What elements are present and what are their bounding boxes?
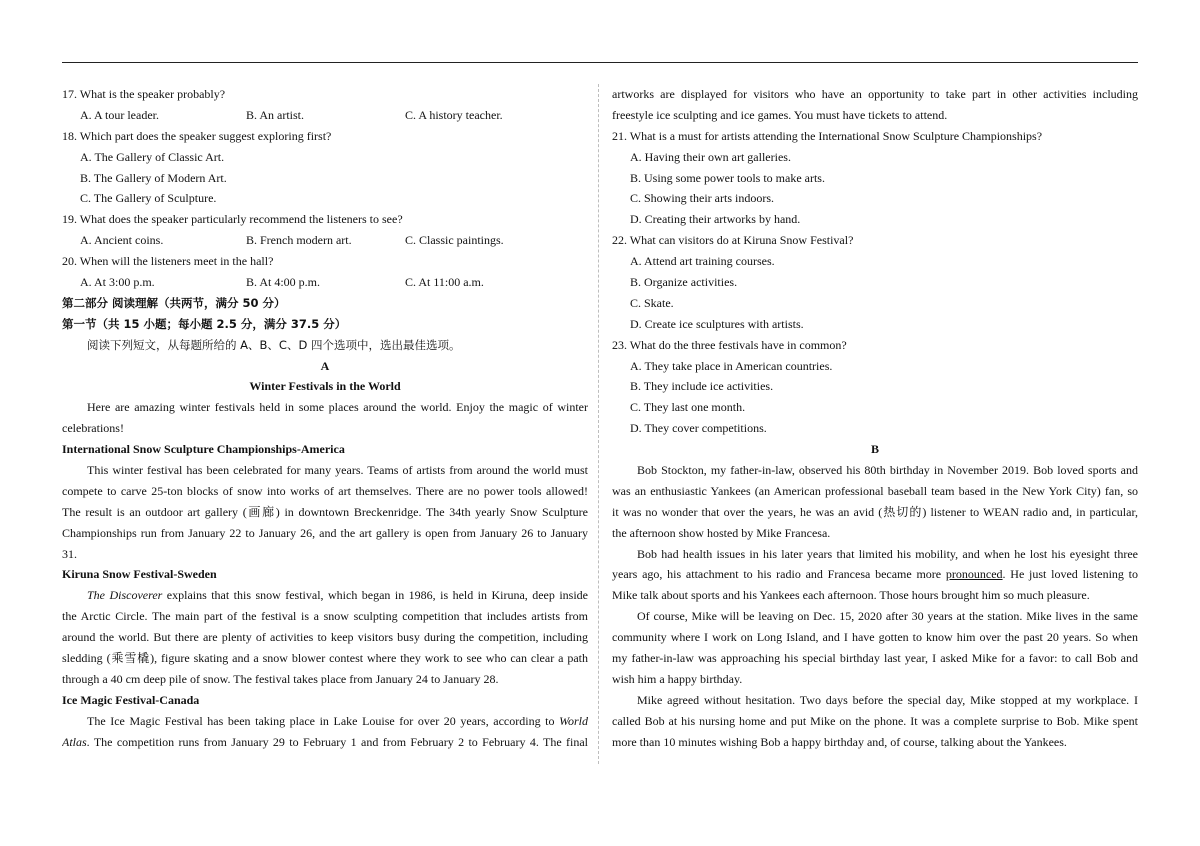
paragraph-line: sledding (乘雪橇), figure skating and a snow blower contest where they work to see who can clear a path [62, 651, 588, 666]
paragraph-line: Mike talk about sports and his Yankees each afternoon. Those hours brought him so much pleasure. [612, 588, 1090, 603]
paragraph-line: more than 10 minutes wishing Bob a happy birthday and, of course, talking about the Yankees. [612, 734, 1067, 749]
paragraph-line [62, 732, 588, 753]
festival-heading-america: International Snow Sculpture Championships-America [62, 442, 345, 457]
option-a: A. At 3:00 p.m. [80, 275, 155, 290]
question-23-option-b: B. They include ice activities. [630, 379, 774, 394]
paragraph-line: called Bob at his nursing home and put Mike on the phone. It was a complete surprise to Bob. Mike spent [612, 713, 1138, 728]
column-divider [598, 84, 599, 764]
paragraph-line [612, 564, 1138, 585]
paragraph-text: The Ice Magic Festival has been taking place in Lake Louise for over 20 years, according to [87, 713, 560, 728]
top-rule [62, 62, 1138, 63]
paragraph-line: 31. [62, 546, 77, 561]
question-18-option-b: B. The Gallery of Modern Art. [80, 170, 227, 185]
question-19-stem: 19. What does the speaker particularly recommend the listeners to see? [62, 212, 403, 227]
paragraph-line: it was no wonder that over the years, he was an avid (热切的) listener to WEAN radio and, in particular, [612, 504, 1138, 519]
question-23-option-d: D. They cover competitions. [630, 421, 767, 436]
question-18-option-c: C. The Gallery of Sculpture. [80, 191, 217, 206]
question-22-option-c: C. Skate. [630, 295, 674, 310]
paragraph-line: Mike agreed without hesitation. Two days before the special day, Mike stopped at my workplace. I [637, 692, 1138, 707]
paragraph-line: Bob had health issues in his later years that limited his mobility, and when he lost his eyesight three [637, 546, 1138, 561]
section-one-heading: 第一节（共 15 小题；每小题 2.5 分，满分 37.5 分） [62, 316, 347, 331]
paragraph-line: artworks are displayed for visitors who have an opportunity to take part in other activities including [612, 87, 1138, 101]
option-c: C. At 11:00 a.m. [405, 275, 484, 290]
left-column [62, 84, 588, 753]
paragraph-line: wish him a happy birthday. [612, 671, 743, 686]
question-21-option-b: B. Using some power tools to make arts. [630, 170, 825, 185]
paragraph-line: through a 40 cm deep pile of snow. The festival takes place from January 24 to January 28. [62, 671, 499, 686]
paragraph-line: freestyle ice sculpting and ice games. You must have tickets to attend. [612, 107, 948, 122]
question-21-option-c: C. Showing their arts indoors. [630, 191, 774, 206]
option-c: C. Classic paintings. [405, 233, 504, 248]
option-b: B. French modern art. [246, 233, 352, 248]
intro-line: celebrations! [62, 421, 124, 436]
intro-line: Here are amazing winter festivals held in some places around the world. Enjoy the magic of winter [87, 400, 588, 415]
paragraph-line: community where I work on Long Island, and I have gotten to know him over the past 20 years. So when [612, 630, 1138, 645]
question-22-option-b: B. Organize activities. [630, 275, 738, 290]
paragraph-line: Bob Stockton, my father-in-law, observed his 80th birthday in November 2019. Bob loved sports and [637, 463, 1138, 478]
question-21-option-d: D. Creating their artworks by hand. [630, 212, 801, 227]
paragraph-line: compete to carve 25-ton blocks of snow into works of art themselves. There are no power tools allowed! [62, 483, 588, 498]
paragraph-line: the Arctic Circle. The main part of the festival is a snow sculpting competition that includes artists from [62, 609, 588, 624]
festival-heading-sweden: Kiruna Snow Festival-Sweden [62, 567, 217, 582]
question-17-options [62, 105, 588, 126]
part-two-heading: 第二部分 阅读理解（共两节，满分 50 分） [62, 295, 286, 310]
paragraph-text: explains that this snow festival, which began in 1986, is held in Kiruna, deep inside [162, 588, 588, 603]
passage-a-title: Winter Festivals in the World [249, 379, 401, 394]
question-18-option-a: A. The Gallery of Classic Art. [80, 149, 225, 164]
paragraph-line: my father-in-law was approaching his special birthday last year, I asked Mike for a favor: to call Bob and [612, 651, 1138, 666]
paragraph-line: This winter festival has been celebrated for many years. Teams of artists from around the world must [87, 463, 588, 478]
paragraph-line: Of course, Mike will be leaving on Dec. 15, 2020 after 30 years at the station. Mike lives in the same [637, 609, 1138, 624]
option-c: C. A history teacher. [405, 107, 503, 122]
question-23-option-c: C. They last one month. [630, 400, 746, 415]
paragraph-line: around the world. But there are plenty of activities to keep visitors busy during the competition, including [62, 630, 588, 645]
paragraph-line: Championships run from January 22 to January 26, and the art gallery is open from January 26 to January [62, 525, 588, 540]
question-17-stem: 17. What is the speaker probably? [62, 87, 226, 101]
question-22-stem: 22. What can visitors do at Kiruna Snow Festival? [612, 233, 854, 248]
question-22-option-d: D. Create ice sculptures with artists. [630, 316, 804, 331]
source-name: World [559, 713, 588, 728]
question-22-option-a: A. Attend art training courses. [630, 254, 775, 269]
festival-heading-canada: Ice Magic Festival-Canada [62, 692, 200, 707]
option-a: A. A tour leader. [80, 107, 159, 122]
passage-a-letter: A [320, 358, 330, 373]
paragraph-line: The result is an outdoor art gallery (画廊) in downtown Breckenridge. The 34th yearly Snow Sculpture [62, 504, 588, 519]
question-21-stem: 21. What is a must for artists attending the International Snow Sculpture Championships? [612, 128, 1043, 143]
source-name: Atlas [62, 734, 87, 749]
paragraph-line: the afternoon show hosted by Mike Francesa. [612, 525, 831, 540]
question-23-stem: 23. What do the three festivals have in common? [612, 337, 847, 352]
option-b: B. At 4:00 p.m. [246, 275, 321, 290]
paragraph-text: . The competition runs from January 29 to February 1 and from February 2 to February 4. The final [86, 734, 588, 749]
question-20-stem: 20. When will the listeners meet in the hall? [62, 254, 274, 269]
question-19-options [62, 230, 588, 251]
paragraph-line [62, 711, 588, 732]
instruction-text: 阅读下列短文，从每题所给的 A、B、C、D 四个选项中，选出最佳选项。 [87, 337, 461, 352]
paragraph-line [62, 585, 588, 606]
passage-b-letter: B [870, 442, 879, 457]
underlined-word: pronounced [945, 567, 1003, 582]
source-name: The Discoverer [87, 588, 163, 603]
question-21-option-a: A. Having their own art galleries. [630, 149, 791, 164]
option-a: A. Ancient coins. [80, 233, 164, 248]
paragraph-text: . He just loved listening to [1002, 567, 1138, 582]
question-18-stem: 18. Which part does the speaker suggest exploring first? [62, 128, 332, 143]
paragraph-text: years ago, his attachment to his radio and Francesa became more [612, 567, 946, 582]
question-23-option-a: A. They take place in American countries. [630, 358, 833, 373]
question-20-options [62, 272, 588, 293]
paragraph-line: was an enthusiastic Yankees (an American professional baseball team based in the New York City) fan, so [612, 483, 1138, 498]
right-column [612, 84, 1138, 753]
option-b: B. An artist. [246, 107, 305, 122]
